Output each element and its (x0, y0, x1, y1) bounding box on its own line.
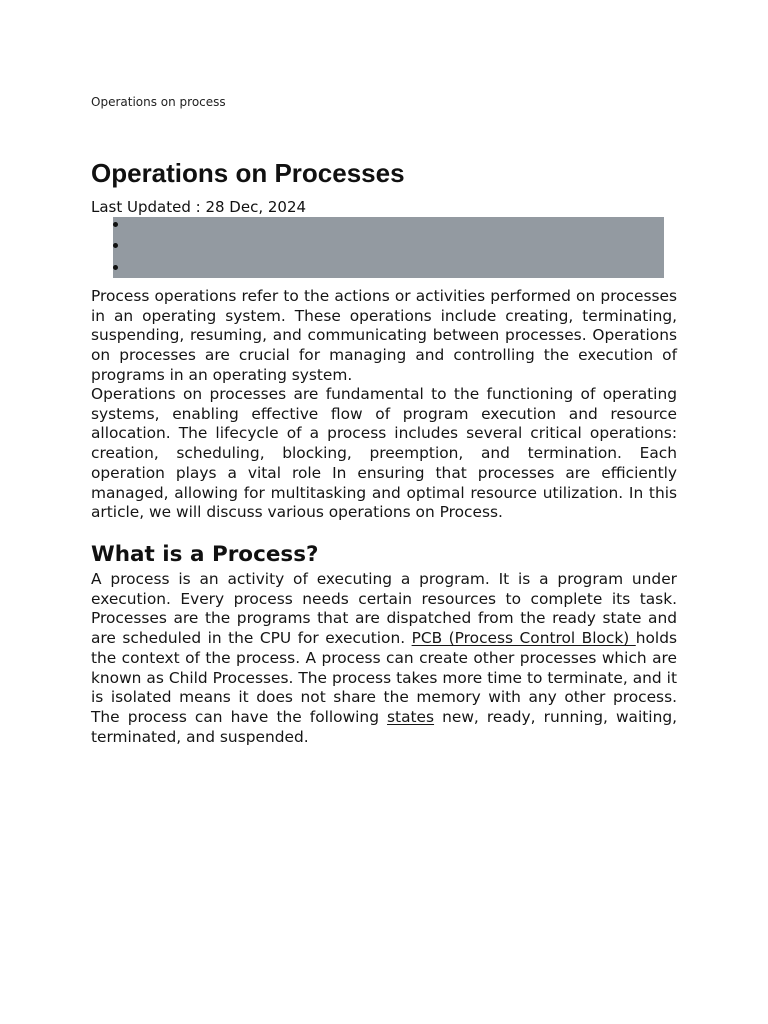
lifecycle-paragraph: Operations on processes are fundamental to the functioning of operating systems, enabling effective flow of program execution and resource allocation. The lifecycle of a process includes several critical operations: creation, scheduling, blocking, preemption, and termination. Each operation plays a vital role In ensuring that processes are efficiently managed, allowing for multitasking and optimal resource utilization. In this article, we will discuss various operations on Process. (91, 385, 677, 522)
running-header: Operations on process (91, 95, 226, 109)
process-definition-paragraph (91, 570, 677, 747)
paragraph-text: A process is an activity of executing a program. It is a program under execution. Every process needs certain resources to complete its task. Processes are the programs that are dispatched from the ready state and are scheduled in the CPU for execution. (91, 570, 677, 648)
states-link[interactable]: states (387, 707, 435, 726)
article-title: Operations on Processes (91, 158, 405, 188)
bullet-dot (113, 222, 118, 227)
pcb-link[interactable]: PCB (Process Control Block) (411, 629, 636, 648)
bullet-dot (113, 265, 118, 270)
paragraph-text: holds the context of the process. A process can create other processes which are known as Child Processes. The process takes more time to terminate, and it is isolated means it does not share the memory with any other process. The process can have the following (91, 629, 678, 726)
intro-paragraph: Process operations refer to the actions or activities performed on processes in an operating system. These operations include creating, terminating, suspending, resuming, and communicating between processes. Operations on processes are crucial for managing and controlling the execution of programs in an operating system. (91, 287, 677, 384)
bullet-list-box (113, 217, 664, 278)
paragraph-text: new, ready, running, waiting, terminated, and suspended. (91, 707, 677, 746)
section-heading: What is a Process? (91, 542, 319, 567)
last-updated-text: Last Updated : 28 Dec, 2024 (91, 198, 307, 216)
bullet-dot (113, 243, 118, 248)
